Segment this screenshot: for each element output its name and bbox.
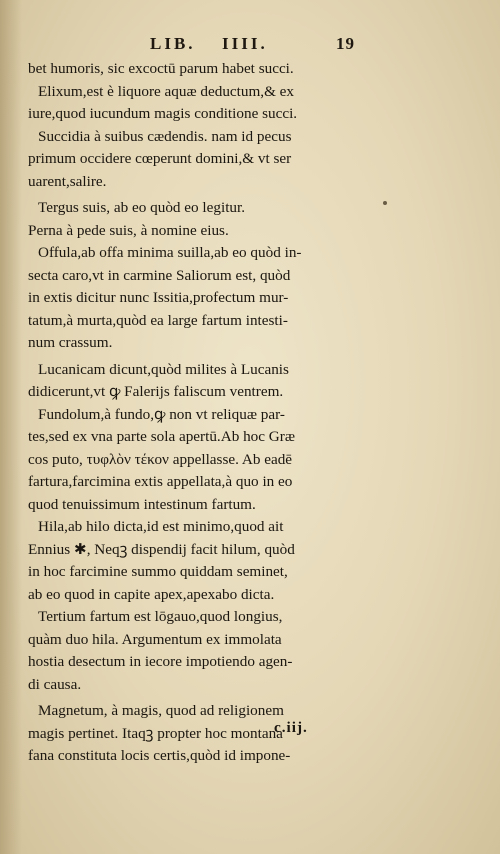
text-block <box>28 58 378 768</box>
text-line: tatum,à murta,quòd ea large fartum intesti- <box>28 311 288 329</box>
text-line: in extis dicitur nunc Issitia,profectum mur- <box>28 289 289 306</box>
text-line: didicerunt,vt ꝙ Falerijs faliscum ventrem. <box>28 383 284 400</box>
text-line: fartura,farcimina extis appellata,à quo in eo <box>28 473 293 490</box>
text-line: hostia desectum in iecore impotiendo agen- <box>28 653 293 670</box>
text-line: secta caro,vt in carmine Saliorum est, quòd <box>28 266 291 284</box>
text-line: Perna à pede suis, à nomine eius. <box>28 221 229 239</box>
text-line: Tergus suis, ab eo quòd eo legitur. <box>38 199 246 216</box>
text-line: Hila,ab hilo dicta,id est minimo,quod ait <box>38 518 284 535</box>
text-line: cos puto, τυφλὸν τέκον appellasse. Ab eadē <box>28 450 293 468</box>
text-line: Succidia à suibus cædendis. nam id pecus <box>38 127 292 145</box>
header-book-label: LIB. <box>150 34 196 53</box>
page-number: 19 <box>336 34 355 53</box>
text-line: primum occidere cœperunt domini,& vt ser <box>28 150 292 167</box>
page-gutter-shadow <box>0 0 22 854</box>
running-header <box>0 34 500 56</box>
text-line: uarent,salire. <box>28 172 107 190</box>
text-line: tes,sed ex vna parte sola apertū.Ab hoc Græ <box>28 428 295 445</box>
text-line: bet humoris, sic excoctū parum habet succi. <box>28 60 294 77</box>
text-line: iure,quod iucundum magis conditione succi. <box>28 105 298 122</box>
text-line: Elixum,est è liquore aquæ deductum,& ex <box>38 82 295 100</box>
text-line: ab eo quod in capite apex,apexabo dicta. <box>28 585 275 603</box>
text-line: Lucanicam dicunt,quòd milites à Lucanis <box>38 360 289 378</box>
text-line: quàm duo hila. Argumentum ex immolata <box>28 630 282 648</box>
text-line: Offula,ab offa minima suilla,ab eo quòd in- <box>38 244 302 261</box>
text-line: Tertium fartum est lōgauo,quod longius, <box>38 608 283 625</box>
signature-mark: c.iij. <box>274 719 308 736</box>
header-book-number: IIII. <box>222 34 268 53</box>
margin-ink-speck <box>383 201 387 205</box>
text-line: magis pertinet. Itaqꝫ propter hoc montana <box>28 724 283 742</box>
text-line: quod tenuissimum intestinum fartum. <box>28 495 256 513</box>
text-line: Fundolum,à fundo,ꝙ non vt reliquæ par- <box>38 405 285 423</box>
text-line: Ennius ✱, Neqꝫ dispendij facit hilum, quòd <box>28 540 295 558</box>
text-line: in hoc farcimine summo quiddam seminet, <box>28 563 288 580</box>
text-line: di causa. <box>28 675 82 693</box>
text-line: Magnetum, à magis, quod ad religionem <box>38 702 284 719</box>
text-line: fana constituta locis certis,quòd id impone- <box>28 747 291 764</box>
text-line: num crassum. <box>28 334 113 351</box>
